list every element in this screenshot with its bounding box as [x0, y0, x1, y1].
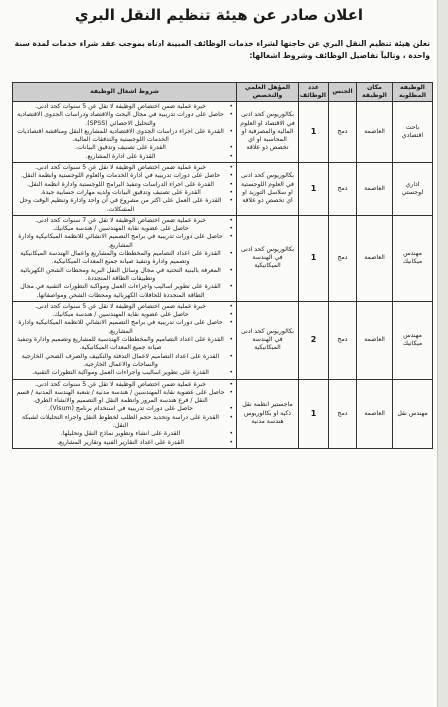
list-item: • القدرة على اجراء دراسات الجدوى الاقتصادية للمشاريع النقل ومناقشة اقتصاديات الخدمات اللوجستية والتدفقات المالية. [15, 128, 226, 145]
header-gender: الجنس [329, 83, 357, 102]
jobs-table [12, 82, 433, 449]
qualification-cell: ماجستير انظمة نقل ذكية او بكالوريوس هندسة مدنية [237, 379, 299, 448]
table-row [13, 379, 433, 448]
conditions-cell [13, 102, 237, 163]
list-item: • المعرفة بالبنية التحتية في مجال وسائل النقل البرية ومحطات الشحن الكهربائية وتطبيقات الطاقة المتجددة. [15, 267, 226, 284]
conditions-cell [13, 379, 237, 448]
table-row [13, 301, 433, 379]
header-count: عدد الوظائف [299, 83, 329, 102]
list-item: • حاصل على عضوية نقابة المهندسين / هندسة ميكانيك. [15, 311, 226, 319]
job-title-cell: مهندس ميكانيك [393, 215, 433, 301]
conditions-list [15, 103, 234, 161]
list-item: • القدرة على اجراء الدراسات وتنفيذ البرامج اللوجستية وادارة انظمة النقل. [15, 181, 226, 189]
page-title: اعلان صادر عن هيئة تنظيم النقل البري [74, 6, 364, 24]
conditions-list [15, 164, 234, 214]
list-item: • القدرة على اعداد التصاميم والمخططات والمشاريع واعمال الهندسة الميكانيكية وتصميم وادارة وتنفيذ صيانة جميع المعدات الميكانيكية. [15, 250, 226, 267]
list-item: • القدرة على تطوير اساليب واجراءات العمل ومواكبة التطورات التقنية في مجال الطاقة المتجددة للحافلات الكهربائية ومحطات الشحن ومواصفاتها. [15, 283, 226, 300]
list-item: • القدرة على اعداد التصاميم لاعمال التدفئة والتكييف والصرف الصحي الخارجية والساحات والاعمال الخارجية. [15, 353, 226, 370]
job-title-cell: باحث اقتصادي [393, 102, 433, 163]
job-count-cell: 1 [299, 379, 329, 448]
qualification-cell: بكالوريوس كحد ادنى في الهندسة الميكانيكية [237, 215, 299, 301]
list-item: • خبرة عملية ضمن اختصاص الوظيفة لا تقل عن 5 سنوات كحد ادنى. [15, 303, 226, 311]
conditions-cell [13, 301, 237, 379]
location-cell: العاصمة [357, 163, 393, 216]
gender-cell: دمج [329, 215, 357, 301]
list-item: • حاصل على دورات تدريبية في استخدام برنامج (Visum). [15, 405, 226, 413]
list-item: • القدرة على تصنيف وتدقيق البيانات ولديه مهارات حسابية جيدة. [15, 189, 226, 197]
table-header-row [13, 83, 433, 102]
list-item: • القدرة على اعداد التصاميم والمخططات الهندسية للمشاريع وتصميم وادارة وتنفيذ صيانة جميع المعدات الميكانيكية. [15, 336, 226, 353]
list-item: • القدرة على انشاء وتطوير نماذج النقل وتحليلها. [15, 430, 226, 438]
list-item: • القدرة على العمل على اكثر من مشروع في آن واحد وادارة وتنظيم الوقت وحل المشكلات. [15, 197, 226, 214]
list-item: • خبرة عملية ضمن اختصاص الوظيفة لا تقل عن 5 سنوات كحد ادنى. [15, 381, 226, 389]
list-item: • القدرة على تطوير اساليب واجراءات العمل ومواكبة التطورات التقنية. [15, 369, 226, 377]
job-title-cell: مهندس نقل [393, 379, 433, 448]
job-title-cell: اداري لوجستي [393, 163, 433, 216]
location-cell: العاصمة [357, 301, 393, 379]
location-cell: العاصمة [357, 215, 393, 301]
table-row [13, 215, 433, 301]
location-cell: العاصمة [357, 102, 393, 163]
gender-cell: دمج [329, 102, 357, 163]
header-conditions: شروط اشغال الوظيفة [13, 83, 237, 102]
list-item: • خبرة عملية ضمن اختصاص الوظيفة لا تقل عن 7 سنوات كحد ادنى. [15, 217, 226, 225]
conditions-list [15, 303, 234, 378]
list-item: • حاصل على عضوية نقابة المهندسين / هندسة مدنية / شعبة الهندسة المدنية / قسم النقل / فرع هندسة المرور وانظمة النقل او التصميم والانشاء الطرق. [15, 389, 226, 406]
table-row [13, 163, 433, 216]
list-item: • القدرة على تصنيف وتدقيق البيانات. [15, 144, 226, 152]
conditions-cell [13, 163, 237, 216]
list-item: • خبرة عملية ضمن اختصاص الوظيفة لا تقل عن 5 سنوات كحد ادنى. [15, 103, 226, 111]
adjacent-page-edge [437, 0, 448, 707]
conditions-cell [13, 215, 237, 301]
gender-cell: دمج [329, 301, 357, 379]
job-count-cell: 2 [299, 301, 329, 379]
conditions-list [15, 381, 234, 447]
list-item: • القدرة على اعداد التقارير الفنية وتقارير المشاريع. [15, 439, 226, 447]
list-item: • حاصل على دورات تدريبية في ادارة الخدمات والعلوم اللوجستية وانظمة النقل. [15, 172, 226, 180]
list-item: • خبرة عملية ضمن اختصاص الوظيفة لا تقل عن 5 سنوات كحد ادنى. [15, 164, 226, 172]
header-job: الوظيفة المطلوبة [393, 83, 433, 102]
gender-cell: دمج [329, 163, 357, 216]
list-item: • حاصل على عضوية نقابة المهندسين / هندسة ميكانيك. [15, 225, 226, 233]
header-qualification: المؤهل العلمي والتخصص [237, 83, 299, 102]
job-count-cell: 1 [299, 163, 329, 216]
job-count-cell: 1 [299, 215, 329, 301]
list-item: • القدرة على ادارة المشاريع. [15, 153, 226, 161]
location-cell: العاصمة [357, 379, 393, 448]
job-title-cell: مهندس ميكانيك [393, 301, 433, 379]
job-count-cell: 1 [299, 102, 329, 163]
gender-cell: دمج [329, 379, 357, 448]
qualification-cell: بكالوريوس كحد ادنى في الهندسة الميكانيكية [237, 301, 299, 379]
jobs-table-body [13, 102, 433, 449]
list-item: • حاصل على دورات تدريبية في مجال البحث والاقتصاد ودراسات الجدوى الاقتصادية والتحليل الاحصائي (SPSS). [15, 111, 226, 128]
qualification-cell: بكالوريوس كحد ادنى في العلوم اللوجستية او سلاسل التوريد او اي تخصص ذو علاقة [237, 163, 299, 216]
intro-paragraph: تعلن هيئة تنظيم النقل البري عن حاجتها لشراء خدمات الوظائف المبينة ادناه بموجب عقد شراء خدمات لمدة سنة واحدة ، وتاليآ تفاصيل الوظائف وشروط اشغالها: [14, 39, 430, 60]
list-item: • حاصل على دورات تدريبية في برامج التصميم الانشائي للانظمة الميكانيكية وادارة المشاريع. [15, 233, 226, 250]
list-item: • حاصل على دورات تدريبية في برامج التصميم الانشائي للانظمة الميكانيكية وادارة المشاريع. [15, 319, 226, 336]
list-item: • القدرة على دراسة وتحديد حجم الطلب لخطوط النقل واجراء التحليلات لشبكة النقل. [15, 414, 226, 431]
header-location: مكان الوظيفة [357, 83, 393, 102]
conditions-list [15, 217, 234, 300]
qualification-cell: بكالوريوس كحد ادنى في الاقتصاد او العلوم المالية والمصرفية او المحاسبة او اي تخصص ذو علاقة [237, 102, 299, 163]
table-row [13, 102, 433, 163]
